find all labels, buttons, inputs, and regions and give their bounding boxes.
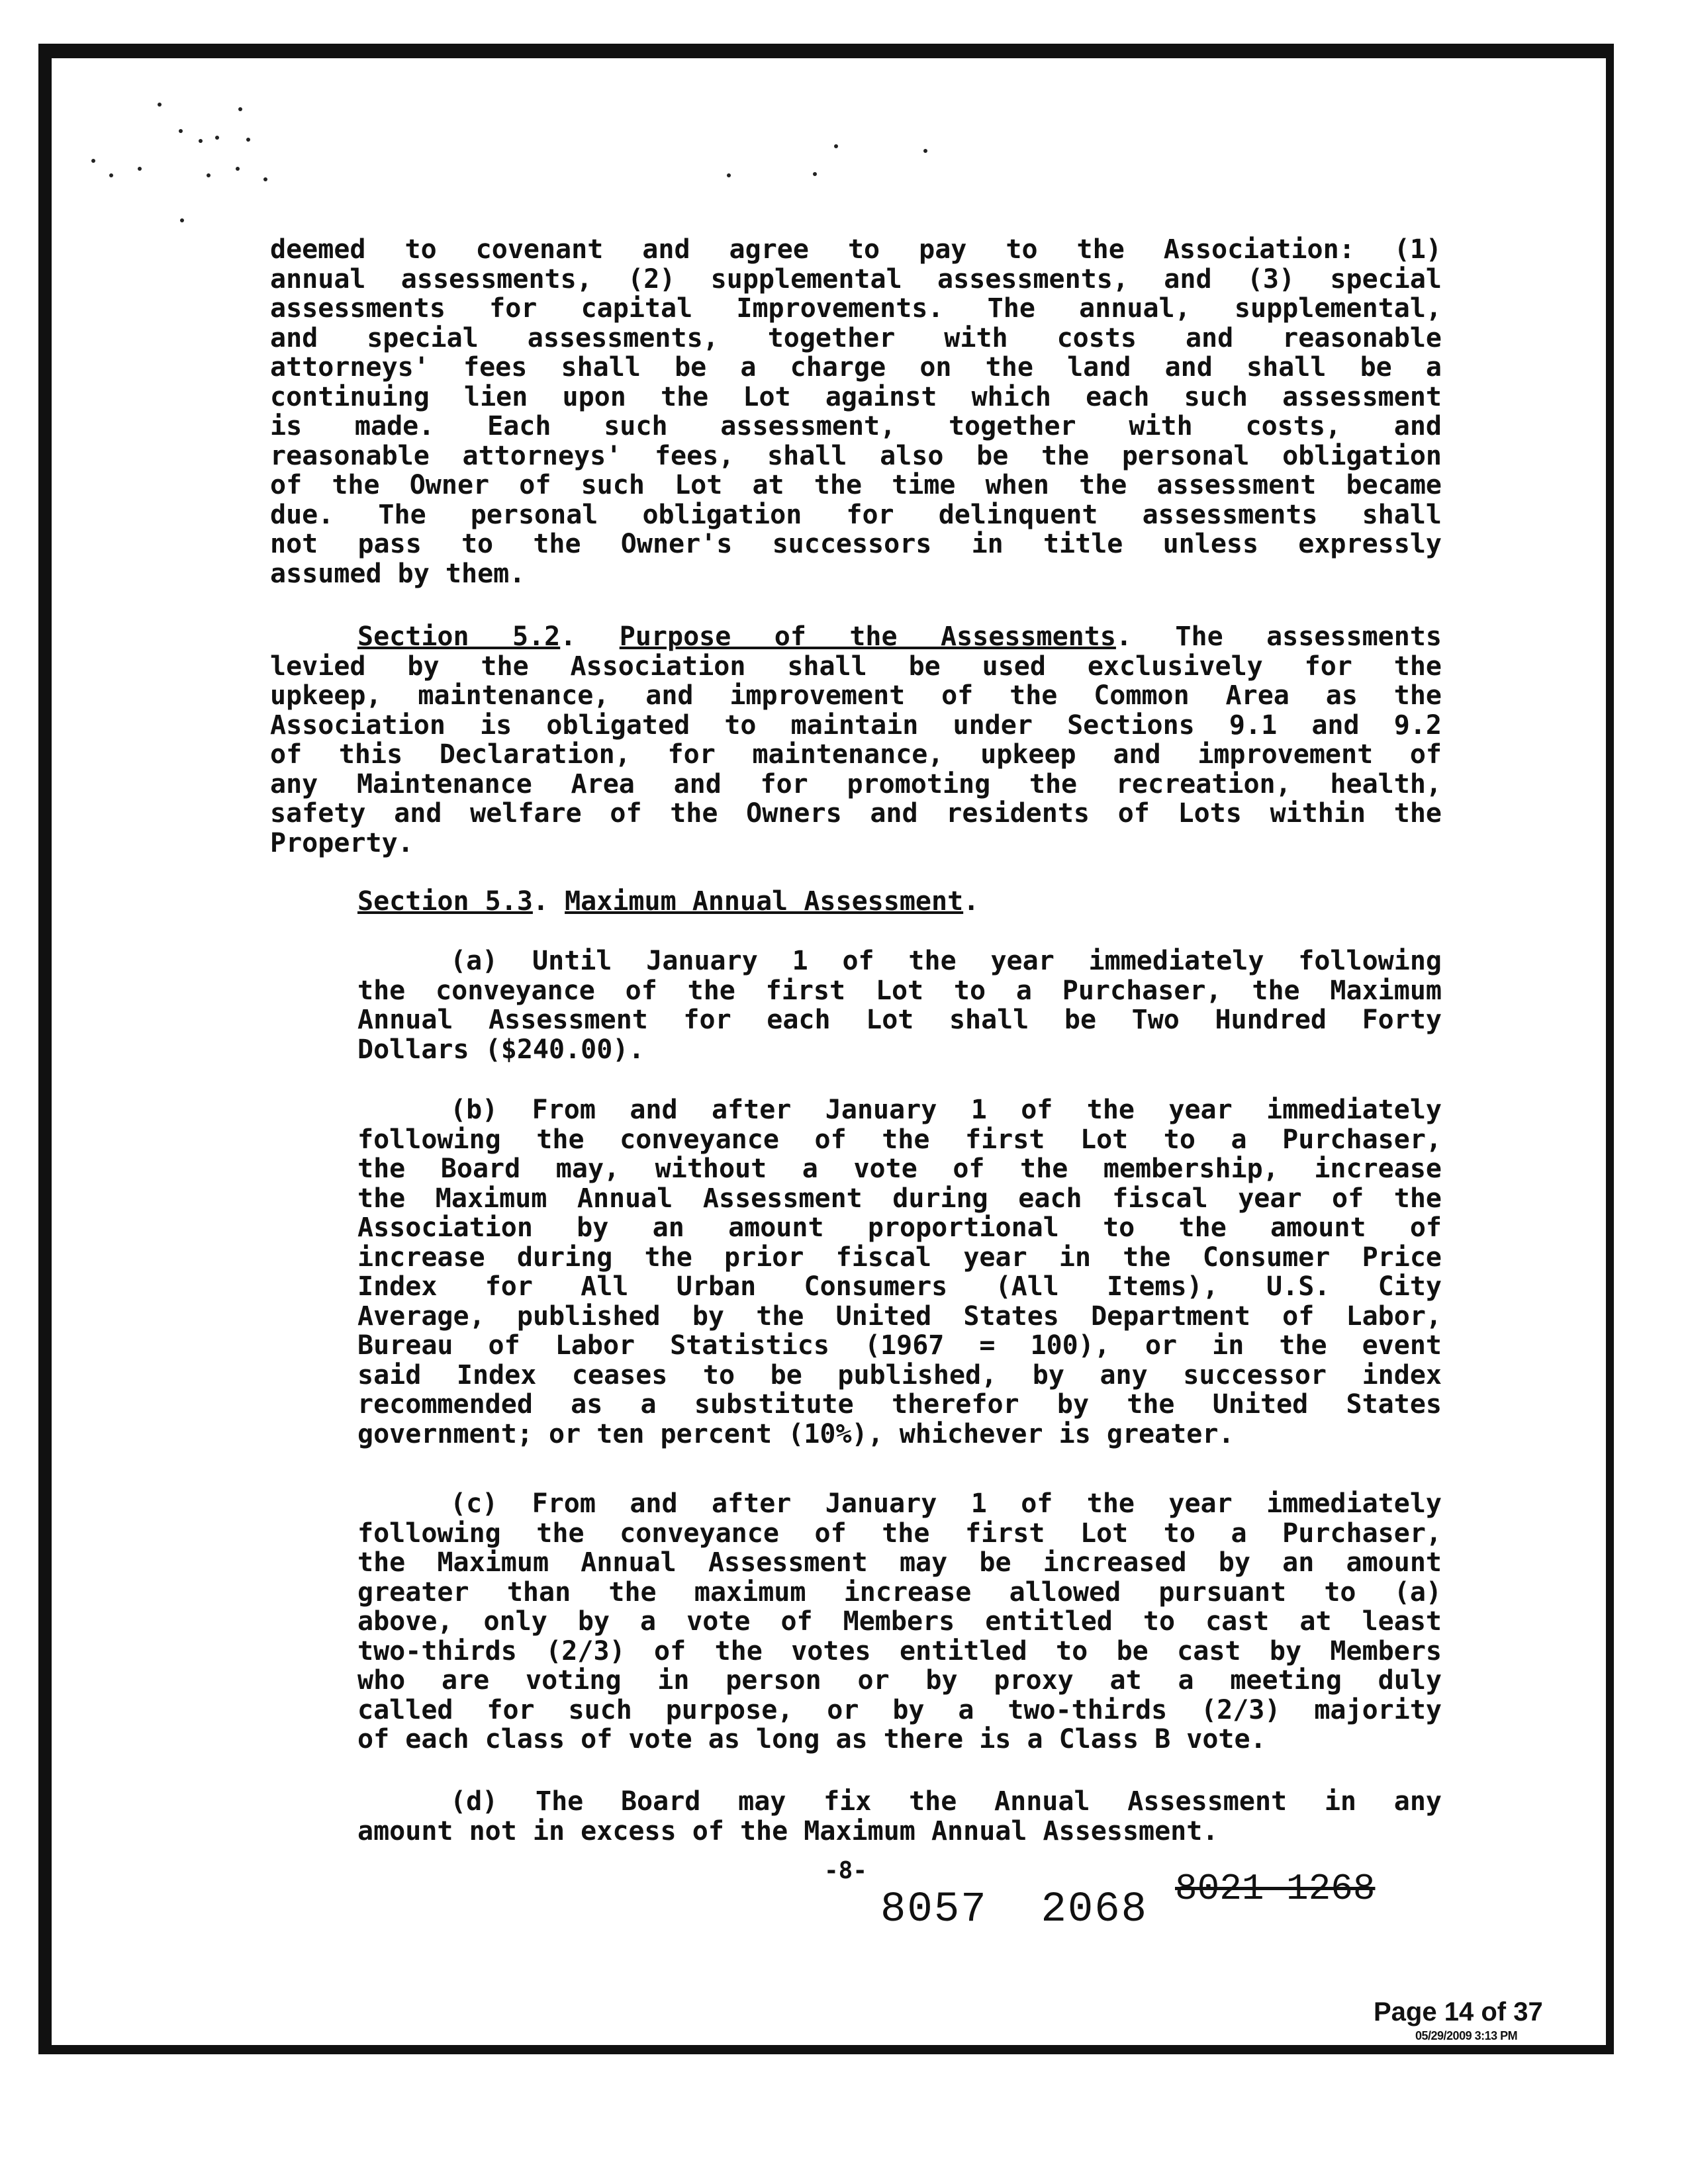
text-line: the conveyance of the first Lot to a Purchaser, the Maximum	[357, 975, 1442, 1006]
text-line: Annual Assessment for each Lot shall be Two Hundred Forty	[357, 1005, 1442, 1035]
text-line: reasonable attorneys' fees, shall also be the personal obligation	[270, 440, 1442, 471]
section-5-2-heading-line	[270, 622, 1442, 652]
text-line: above, only by a vote of Members entitled to cast at least	[357, 1606, 1442, 1637]
text-line: levied by the Association shall be used exclusively for the	[270, 651, 1442, 682]
text-line: of each class of vote as long as there is a Class B vote.	[357, 1724, 1266, 1754]
text-line: called for such purpose, or by a two-thirds (2/3) majority	[357, 1694, 1442, 1725]
book-page-stamp: 8057 2068	[880, 1886, 1149, 1934]
text-line: said Index ceases to be published, by any successor index	[357, 1359, 1442, 1390]
page-number: -8-	[824, 1857, 868, 1884]
paragraph-b	[357, 1095, 1442, 1449]
text-line: Property.	[270, 827, 414, 858]
text-line: (a) Until January 1 of the year immediately following	[450, 946, 1442, 976]
text-line: two-thirds (2/3) of the votes entitled to be cast by Members	[357, 1635, 1442, 1666]
text-line: annual assessments, (2) supplemental assessments, and (3) special	[270, 263, 1442, 295]
text-line: due. The personal obligation for delinquent assessments shall	[270, 499, 1442, 530]
text-line: Bureau of Labor Statistics (1967 = 100), or in the event	[357, 1330, 1442, 1361]
section-5-3-heading	[270, 887, 1442, 917]
struck-book-page-stamp: 8021 1268	[1175, 1868, 1376, 1910]
heading-period: .	[560, 621, 577, 652]
section-5-3-title: Maximum Annual Assessment	[565, 886, 964, 917]
text-line: following the conveyance of the first Lot to a Purchaser,	[357, 1518, 1442, 1549]
text-line: upkeep, maintenance, and improvement of the Common Area as the	[270, 680, 1442, 711]
text-line: not pass to the Owner's successors in title unless expressly	[270, 529, 1442, 559]
text-line: attorneys' fees shall be a charge on the land and shall be a	[270, 352, 1442, 383]
heading-period: .	[532, 886, 549, 917]
section-5-2-first-line-rest: The assessments	[1175, 621, 1442, 652]
text-line: of the Owner of such Lot at the time when the assessment became	[270, 470, 1442, 500]
text-line: Index for All Urban Consumers (All Items), U.S. City	[357, 1271, 1442, 1302]
text-line: the Maximum Annual Assessment during each fiscal year of the	[357, 1183, 1442, 1214]
text-line: Average, published by the United States Department of Labor,	[357, 1300, 1442, 1332]
section-5-2-number: Section 5.2	[357, 621, 561, 652]
heading-period: .	[1115, 621, 1132, 652]
text-line: Association is obligated to maintain under Sections 9.1 and 9.2	[270, 709, 1442, 741]
text-line: the Board may, without a vote of the membership, increase	[357, 1154, 1442, 1184]
section-5-3-heading-line	[270, 887, 1442, 917]
text-line: recommended as a substitute therefor by the United States	[357, 1389, 1442, 1420]
text-line: is made. Each such assessment, together with costs, and	[270, 411, 1442, 441]
text-line: amount not in excess of the Maximum Annual Assessment.	[357, 1815, 1219, 1846]
paragraph-c	[357, 1489, 1442, 1754]
text-line: any Maintenance Area and for promoting the recreation, health,	[270, 768, 1442, 799]
footer-page-count: Page 14 of 37	[1374, 1997, 1543, 2026]
text-line: (d) The Board may fix the Annual Assessment in any	[450, 1786, 1442, 1817]
text-line: assumed by them.	[270, 558, 526, 589]
text-line: following the conveyance of the first Lot to a Purchaser,	[357, 1124, 1442, 1155]
text-line: increase during the prior fiscal year in the Consumer Price	[357, 1242, 1442, 1273]
paragraph-d	[357, 1787, 1442, 1846]
text-line: continuing lien upon the Lot against which each such assessment	[270, 381, 1442, 412]
paragraph-a	[357, 946, 1442, 1064]
text-line: safety and welfare of the Owners and residents of Lots within the	[270, 798, 1442, 829]
heading-period: .	[963, 886, 980, 917]
section-5-2-title: Purpose of the Assessments	[619, 621, 1116, 652]
paragraph-intro	[270, 235, 1442, 588]
footer-timestamp: 05/29/2009 3:13 PM	[1415, 2029, 1518, 2042]
text-line: greater than the maximum increase allowed pursuant to (a)	[357, 1576, 1442, 1608]
text-line: government; or ten percent (10%), whichever is greater.	[357, 1418, 1235, 1449]
text-line: (b) From and after January 1 of the year immediately	[450, 1095, 1442, 1125]
text-line: who are voting in person or by proxy at a meeting duly	[357, 1665, 1442, 1696]
text-line: and special assessments, together with costs and reasonable	[270, 322, 1442, 353]
section-5-3-number: Section 5.3	[357, 886, 533, 917]
text-line: assessments for capital Improvements. The annual, supplemental,	[270, 293, 1442, 324]
text-line: (c) From and after January 1 of the year immediately	[450, 1488, 1442, 1519]
text-line: Dollars ($240.00).	[357, 1034, 645, 1065]
text-line: the Maximum Annual Assessment may be increased by an amount	[357, 1547, 1442, 1578]
section-5-2	[270, 622, 1442, 858]
text-line: Association by an amount proportional to the amount of	[357, 1212, 1442, 1243]
text-line: deemed to covenant and agree to pay to the Association: (1)	[270, 234, 1442, 265]
text-line: of this Declaration, for maintenance, upkeep and improvement of	[270, 739, 1442, 770]
